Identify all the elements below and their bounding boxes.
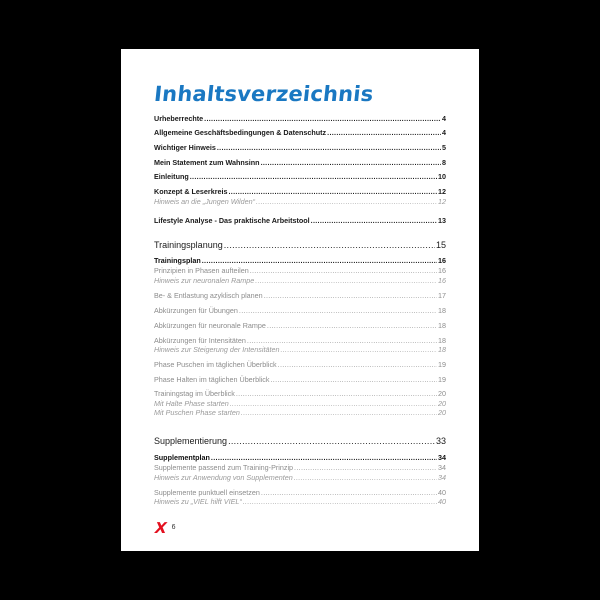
toc-entry[interactable] xyxy=(154,345,446,354)
toc-entry-label: Abkürzungen für Übungen xyxy=(154,306,238,315)
toc-entry-page-number: 18 xyxy=(438,345,446,354)
toc-entry-page-number: 18 xyxy=(438,336,446,345)
toc-leader-dots xyxy=(270,375,437,384)
toc-entry-page-number: 18 xyxy=(438,321,446,330)
toc-leader-dots xyxy=(250,266,437,275)
toc-entry-page-number: 4 xyxy=(442,128,446,137)
toc-leader-dots xyxy=(228,436,435,447)
toc-entry-label: Phase Puschen im täglichen Überblick xyxy=(154,360,277,369)
toc-entry-label: Abkürzungen für Intensitäten xyxy=(154,336,246,345)
toc-entry[interactable] xyxy=(154,360,446,369)
toc-entry-page-number: 8 xyxy=(442,158,446,167)
toc-entry-label: Lifestyle Analyse - Das praktische Arbeitstool xyxy=(154,216,310,225)
toc-entry[interactable] xyxy=(154,306,446,315)
toc-entry-page-number: 40 xyxy=(438,488,446,497)
toc-entry[interactable] xyxy=(154,240,446,251)
toc-leader-dots xyxy=(280,345,437,354)
toc-leader-dots xyxy=(255,276,437,285)
toc-entry-label: Trainingsplanung xyxy=(154,240,223,250)
toc-entry-label: Supplementierung xyxy=(154,436,228,446)
toc-leader-dots xyxy=(261,158,441,167)
toc-entry-label: Prinzipien in Phasen aufteilen xyxy=(154,266,249,275)
toc-entry-page-number: 12 xyxy=(438,187,446,196)
toc-leader-dots xyxy=(264,291,437,300)
toc-leader-dots xyxy=(236,389,437,398)
page-title: Inhaltsverzeichnis xyxy=(153,82,375,106)
toc-leader-dots xyxy=(294,473,437,482)
toc-entry-page-number: 16 xyxy=(438,276,446,285)
toc-entry-page-number: 33 xyxy=(435,436,446,446)
toc-entry-page-number: 34 xyxy=(438,473,446,482)
toc-entry-page-number: 19 xyxy=(438,375,446,384)
toc-entry-label: Trainingsplan xyxy=(154,256,201,265)
toc-leader-dots xyxy=(229,187,438,196)
toc-entry-page-number: 18 xyxy=(438,306,446,315)
toc-entry-page-number: 4 xyxy=(442,114,446,123)
document-page xyxy=(121,49,479,551)
toc-entry-label: Mit Halte Phase starten xyxy=(154,399,229,408)
toc-entry-label: Mein Statement zum Wahnsinn xyxy=(154,158,260,167)
toc-entry[interactable] xyxy=(154,488,446,497)
toc-entry-label: Hinweis an die „Jungen Wilden“ xyxy=(154,197,256,206)
toc-entry[interactable] xyxy=(154,375,446,384)
toc-entry-label: Hinweis zur neuronalen Rampe xyxy=(154,276,255,285)
toc-entry[interactable] xyxy=(154,473,446,482)
toc-leader-dots xyxy=(211,453,437,462)
toc-entry-page-number: 20 xyxy=(438,408,446,417)
toc-leader-dots xyxy=(261,488,437,497)
toc-leader-dots xyxy=(204,114,441,123)
toc-entry[interactable] xyxy=(154,266,446,275)
toc-entry-page-number: 13 xyxy=(438,216,446,225)
toc-entry-label: Supplemente punktuell einsetzen xyxy=(154,488,260,497)
toc-entry[interactable] xyxy=(154,408,446,417)
toc-entry-label: Phase Halten im täglichen Überblick xyxy=(154,375,270,384)
toc-entry[interactable] xyxy=(154,187,446,196)
toc-entry-label: Supplementplan xyxy=(154,453,210,462)
toc-entry-label: Hinweis zur Steigerung der Intensitäten xyxy=(154,345,280,354)
toc-leader-dots xyxy=(256,197,437,206)
toc-leader-dots xyxy=(202,256,437,265)
toc-entry-page-number: 34 xyxy=(438,453,446,462)
toc-entry[interactable] xyxy=(154,143,446,152)
toc-leader-dots xyxy=(230,399,437,408)
toc-entry-page-number: 10 xyxy=(438,172,446,181)
toc-leader-dots xyxy=(217,143,441,152)
toc-leader-dots xyxy=(311,216,437,225)
brand-x-logo-icon: X xyxy=(152,519,169,537)
toc-leader-dots xyxy=(278,360,437,369)
toc-leader-dots xyxy=(327,128,441,137)
toc-entry-page-number: 17 xyxy=(438,291,446,300)
toc-entry-page-number: 15 xyxy=(435,240,446,250)
toc-entry[interactable] xyxy=(154,128,446,137)
toc-entry[interactable] xyxy=(154,321,446,330)
toc-entry-page-number: 40 xyxy=(438,497,446,506)
toc-entry-page-number: 5 xyxy=(442,143,446,152)
toc-entry[interactable] xyxy=(154,389,446,398)
toc-entry-label: Be- & Entlastung azyklisch planen xyxy=(154,291,263,300)
toc-entry[interactable] xyxy=(154,436,446,447)
toc-leader-dots xyxy=(241,408,437,417)
toc-leader-dots xyxy=(224,240,435,251)
toc-entry-page-number: 34 xyxy=(438,463,446,472)
page-number: 6 xyxy=(171,524,176,531)
toc-entry-page-number: 20 xyxy=(438,399,446,408)
toc-entry[interactable] xyxy=(154,256,446,265)
toc-entry-label: Wichtiger Hinweis xyxy=(154,143,216,152)
toc-entry[interactable] xyxy=(154,114,446,123)
toc-entry-page-number: 16 xyxy=(438,256,446,265)
toc-entry[interactable] xyxy=(154,399,446,408)
toc-entry[interactable] xyxy=(154,291,446,300)
toc-entry-label: Einleitung xyxy=(154,172,189,181)
toc-entry-page-number: 12 xyxy=(438,197,446,206)
page-footer xyxy=(152,519,176,537)
toc-leader-dots xyxy=(239,306,437,315)
toc-entry-label: Abkürzungen für neuronale Rampe xyxy=(154,321,266,330)
toc-entry[interactable] xyxy=(154,336,446,345)
toc-entry-label: Trainingstag im Überblick xyxy=(154,389,235,398)
toc-entry-label: Supplemente passend zum Training-Prinzip xyxy=(154,463,294,472)
toc-entry[interactable] xyxy=(154,197,446,206)
toc-entry[interactable] xyxy=(154,453,446,462)
toc-entry-label: Hinweis zu „VIEL hilft VIEL“ xyxy=(154,497,242,506)
toc-entry[interactable] xyxy=(154,216,446,225)
toc-entry[interactable] xyxy=(154,463,446,472)
toc-entry[interactable] xyxy=(154,276,446,285)
toc-entry-label: Allgemeine Geschäftsbedingungen & Datenschutz xyxy=(154,128,327,137)
toc-leader-dots xyxy=(267,321,437,330)
toc-leader-dots xyxy=(190,172,437,181)
toc-entry-label: Urheberrechte xyxy=(154,114,204,123)
toc-entry[interactable] xyxy=(154,497,446,506)
toc-entry-page-number: 19 xyxy=(438,360,446,369)
toc-entry[interactable] xyxy=(154,158,446,167)
toc-entry-label: Konzept & Leserkreis xyxy=(154,187,228,196)
toc-leader-dots xyxy=(247,336,437,345)
toc-entry-label: Mit Puschen Phase starten xyxy=(154,408,240,417)
toc-entry-label: Hinweis zur Anwendung von Supplementen xyxy=(154,473,293,482)
toc-entry-page-number: 16 xyxy=(438,266,446,275)
toc-leader-dots xyxy=(243,497,437,506)
toc-entry-page-number: 20 xyxy=(438,389,446,398)
toc-entry[interactable] xyxy=(154,172,446,181)
toc-leader-dots xyxy=(294,463,437,472)
